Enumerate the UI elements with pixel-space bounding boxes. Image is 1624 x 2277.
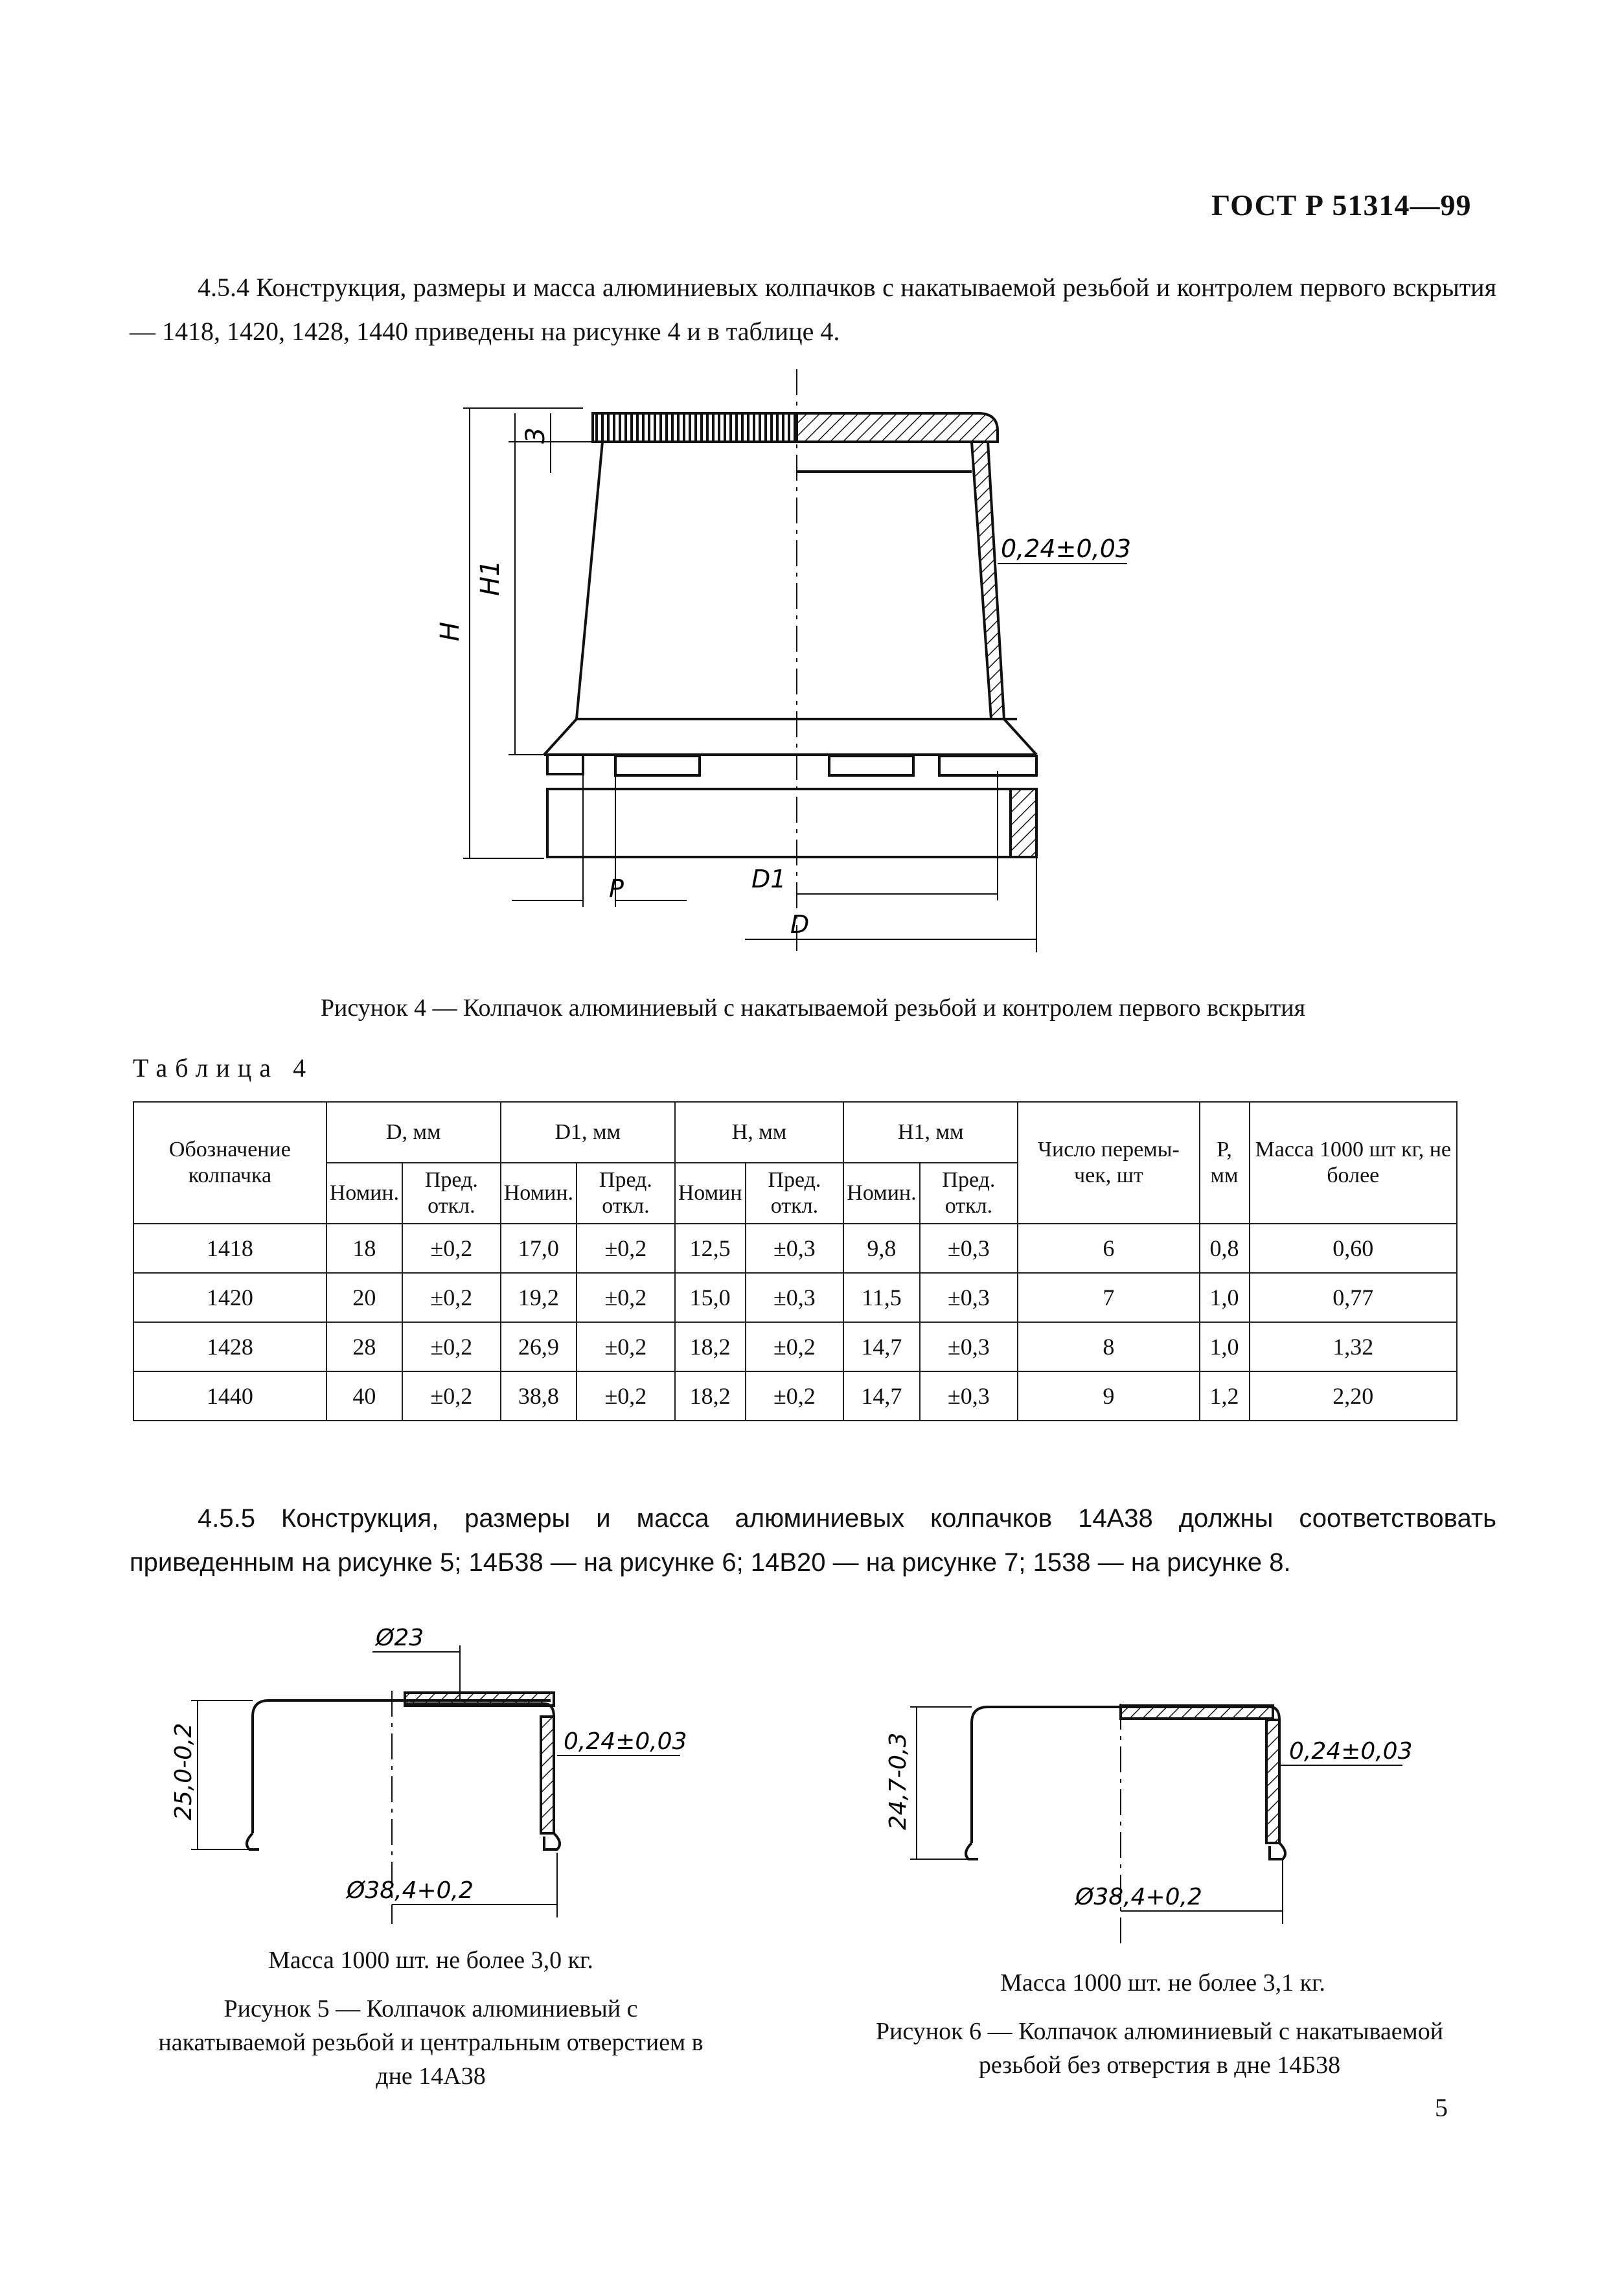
figure-6-drawing [881, 1684, 1464, 1956]
cell: 7 [1018, 1273, 1199, 1322]
dim-h-label: H [435, 621, 465, 641]
cell: ±0,3 [920, 1322, 1018, 1371]
figure-5-caption: Рисунок 5 — Колпачок алюминиевый с накатываемой резьбой и центральным отверстием в дне 14А38 [158, 1995, 703, 2090]
cell: 18,2 [675, 1371, 746, 1421]
dim-h1-label: H1 [475, 560, 505, 596]
col-p: P, мм [1200, 1102, 1250, 1224]
col-d1-dev: Пред. откл. [577, 1163, 675, 1224]
col-h1: H1, мм [843, 1102, 1018, 1163]
page-number: 5 [1435, 2093, 1448, 2122]
cell: ±0,3 [920, 1224, 1018, 1273]
col-d-dev: Пред. откл. [402, 1163, 501, 1224]
cell: 0,8 [1200, 1224, 1250, 1273]
cell: 20 [326, 1273, 402, 1322]
cell: 1,32 [1250, 1322, 1458, 1371]
cell: 1418 [133, 1224, 326, 1273]
cell: ±0,2 [402, 1224, 501, 1273]
cell: 8 [1018, 1322, 1199, 1371]
section-4-5-4-text: 4.5.4 Конструкция, размеры и масса алюминиевых колпачков с накатываемой резьбой и контролем первого вскрытия — 1418, 1420, 1428, 1440 приведены на рисунке 4 и в таблице 4. [130, 273, 1496, 346]
cell: 38,8 [501, 1371, 577, 1421]
col-d-nom: Номин. [326, 1163, 402, 1224]
height-label: 24,7-0,3 [885, 1732, 911, 1830]
hole-diameter-label: Ø23 [376, 1625, 424, 1651]
cell: 40 [326, 1371, 402, 1421]
cell: ±0,3 [746, 1224, 844, 1273]
figure-5-mass: Масса 1000 шт. не более 3,0 кг. [268, 1947, 593, 1974]
cell: ±0,3 [746, 1273, 844, 1322]
figure-5-drawing [162, 1619, 732, 1930]
cell: 9 [1018, 1371, 1199, 1421]
col-h-dev: Пред. откл. [746, 1163, 844, 1224]
col-bridges: Число перемы-чек, шт [1018, 1102, 1199, 1224]
table-row [133, 1371, 1457, 1421]
cell: 17,0 [501, 1224, 577, 1273]
cell: 9,8 [843, 1224, 919, 1273]
cell: 1440 [133, 1371, 326, 1421]
cell: ±0,2 [402, 1273, 501, 1322]
cell: 6 [1018, 1224, 1199, 1273]
cell: 15,0 [675, 1273, 746, 1322]
thickness-label: 0,24±0,03 [1001, 534, 1132, 563]
col-d1: D1, мм [501, 1102, 675, 1163]
cell: 0,77 [1250, 1273, 1458, 1322]
table-4 [133, 1101, 1458, 1421]
cell: 11,5 [843, 1273, 919, 1322]
cell: ±0,2 [746, 1322, 844, 1371]
dim-3-label: 3 [521, 427, 551, 444]
cell: 1,2 [1200, 1371, 1250, 1421]
dim-d1-label: D1 [751, 865, 786, 893]
figure-6-caption: Рисунок 6 — Колпачок алюминиевый с накатываемой резьбой без отверстия в дне 14Б38 [875, 2018, 1444, 2079]
section-4-5-5-text: 4.5.5 Конструкция, размеры и масса алюминиевых колпачков 14А38 должны соответствовать приведенным на рисунке 5; 14Б38 — на рисунке 6; 14В20 — на рисунке 7; 1538 — на рисунке 8. [130, 1504, 1496, 1577]
col-h-nom: Номин [675, 1163, 746, 1224]
col-h1-nom: Номин. [843, 1163, 919, 1224]
cell: ±0,3 [920, 1273, 1018, 1322]
section-4-5-4 [130, 266, 1496, 354]
cell: 12,5 [675, 1224, 746, 1273]
cell: 1420 [133, 1273, 326, 1322]
cell: 1,0 [1200, 1273, 1250, 1322]
cell: 2,20 [1250, 1371, 1458, 1421]
cell: 18 [326, 1224, 402, 1273]
dim-p-label: P [609, 875, 624, 903]
table-4-title: Таблица 4 [133, 1053, 314, 1082]
cell: ±0,2 [577, 1322, 675, 1371]
thickness-label: 0,24±0,03 [564, 1728, 687, 1755]
cell: 1,0 [1200, 1322, 1250, 1371]
figure-4-drawing [415, 369, 1179, 972]
cell: 26,9 [501, 1322, 577, 1371]
cell: 18,2 [675, 1322, 746, 1371]
section-4-5-5 [130, 1496, 1496, 1585]
table-row [133, 1322, 1457, 1371]
table-row [133, 1224, 1457, 1273]
dim-d-label: D [790, 910, 810, 939]
cell: 1428 [133, 1322, 326, 1371]
thickness-label: 0,24±0,03 [1289, 1738, 1413, 1765]
cell: 0,60 [1250, 1224, 1458, 1273]
cell: ±0,2 [577, 1224, 675, 1273]
cell: 19,2 [501, 1273, 577, 1322]
cell: ±0,2 [577, 1371, 675, 1421]
document-header: ГОСТ Р 51314—99 [1211, 189, 1472, 222]
col-mass: Масса 1000 шт кг, не более [1250, 1102, 1458, 1224]
cell: 14,7 [843, 1371, 919, 1421]
cell: ±0,2 [746, 1371, 844, 1421]
cell: 28 [326, 1322, 402, 1371]
cell: ±0,2 [402, 1371, 501, 1421]
col-h: H, мм [675, 1102, 844, 1163]
col-d: D, мм [326, 1102, 501, 1163]
figure-4-caption: Рисунок 4 — Колпачок алюминиевый с накатываемой резьбой и контролем первого вскрытия [320, 994, 1306, 1022]
col-h1-dev: Пред. откл. [920, 1163, 1018, 1224]
figure-6-mass: Масса 1000 шт. не более 3,1 кг. [1000, 1969, 1325, 1997]
diameter-label: Ø38,4+0,2 [347, 1877, 474, 1904]
table-row [133, 1273, 1457, 1322]
cell: ±0,2 [577, 1273, 675, 1322]
col-designation: Обозначение колпачка [133, 1102, 326, 1224]
diameter-label: Ø38,4+0,2 [1075, 1884, 1202, 1910]
cell: 14,7 [843, 1322, 919, 1371]
height-label: 25,0-0,2 [170, 1722, 197, 1820]
cell: ±0,3 [920, 1371, 1018, 1421]
cell: ±0,2 [402, 1322, 501, 1371]
col-d1-nom: Номин. [501, 1163, 577, 1224]
